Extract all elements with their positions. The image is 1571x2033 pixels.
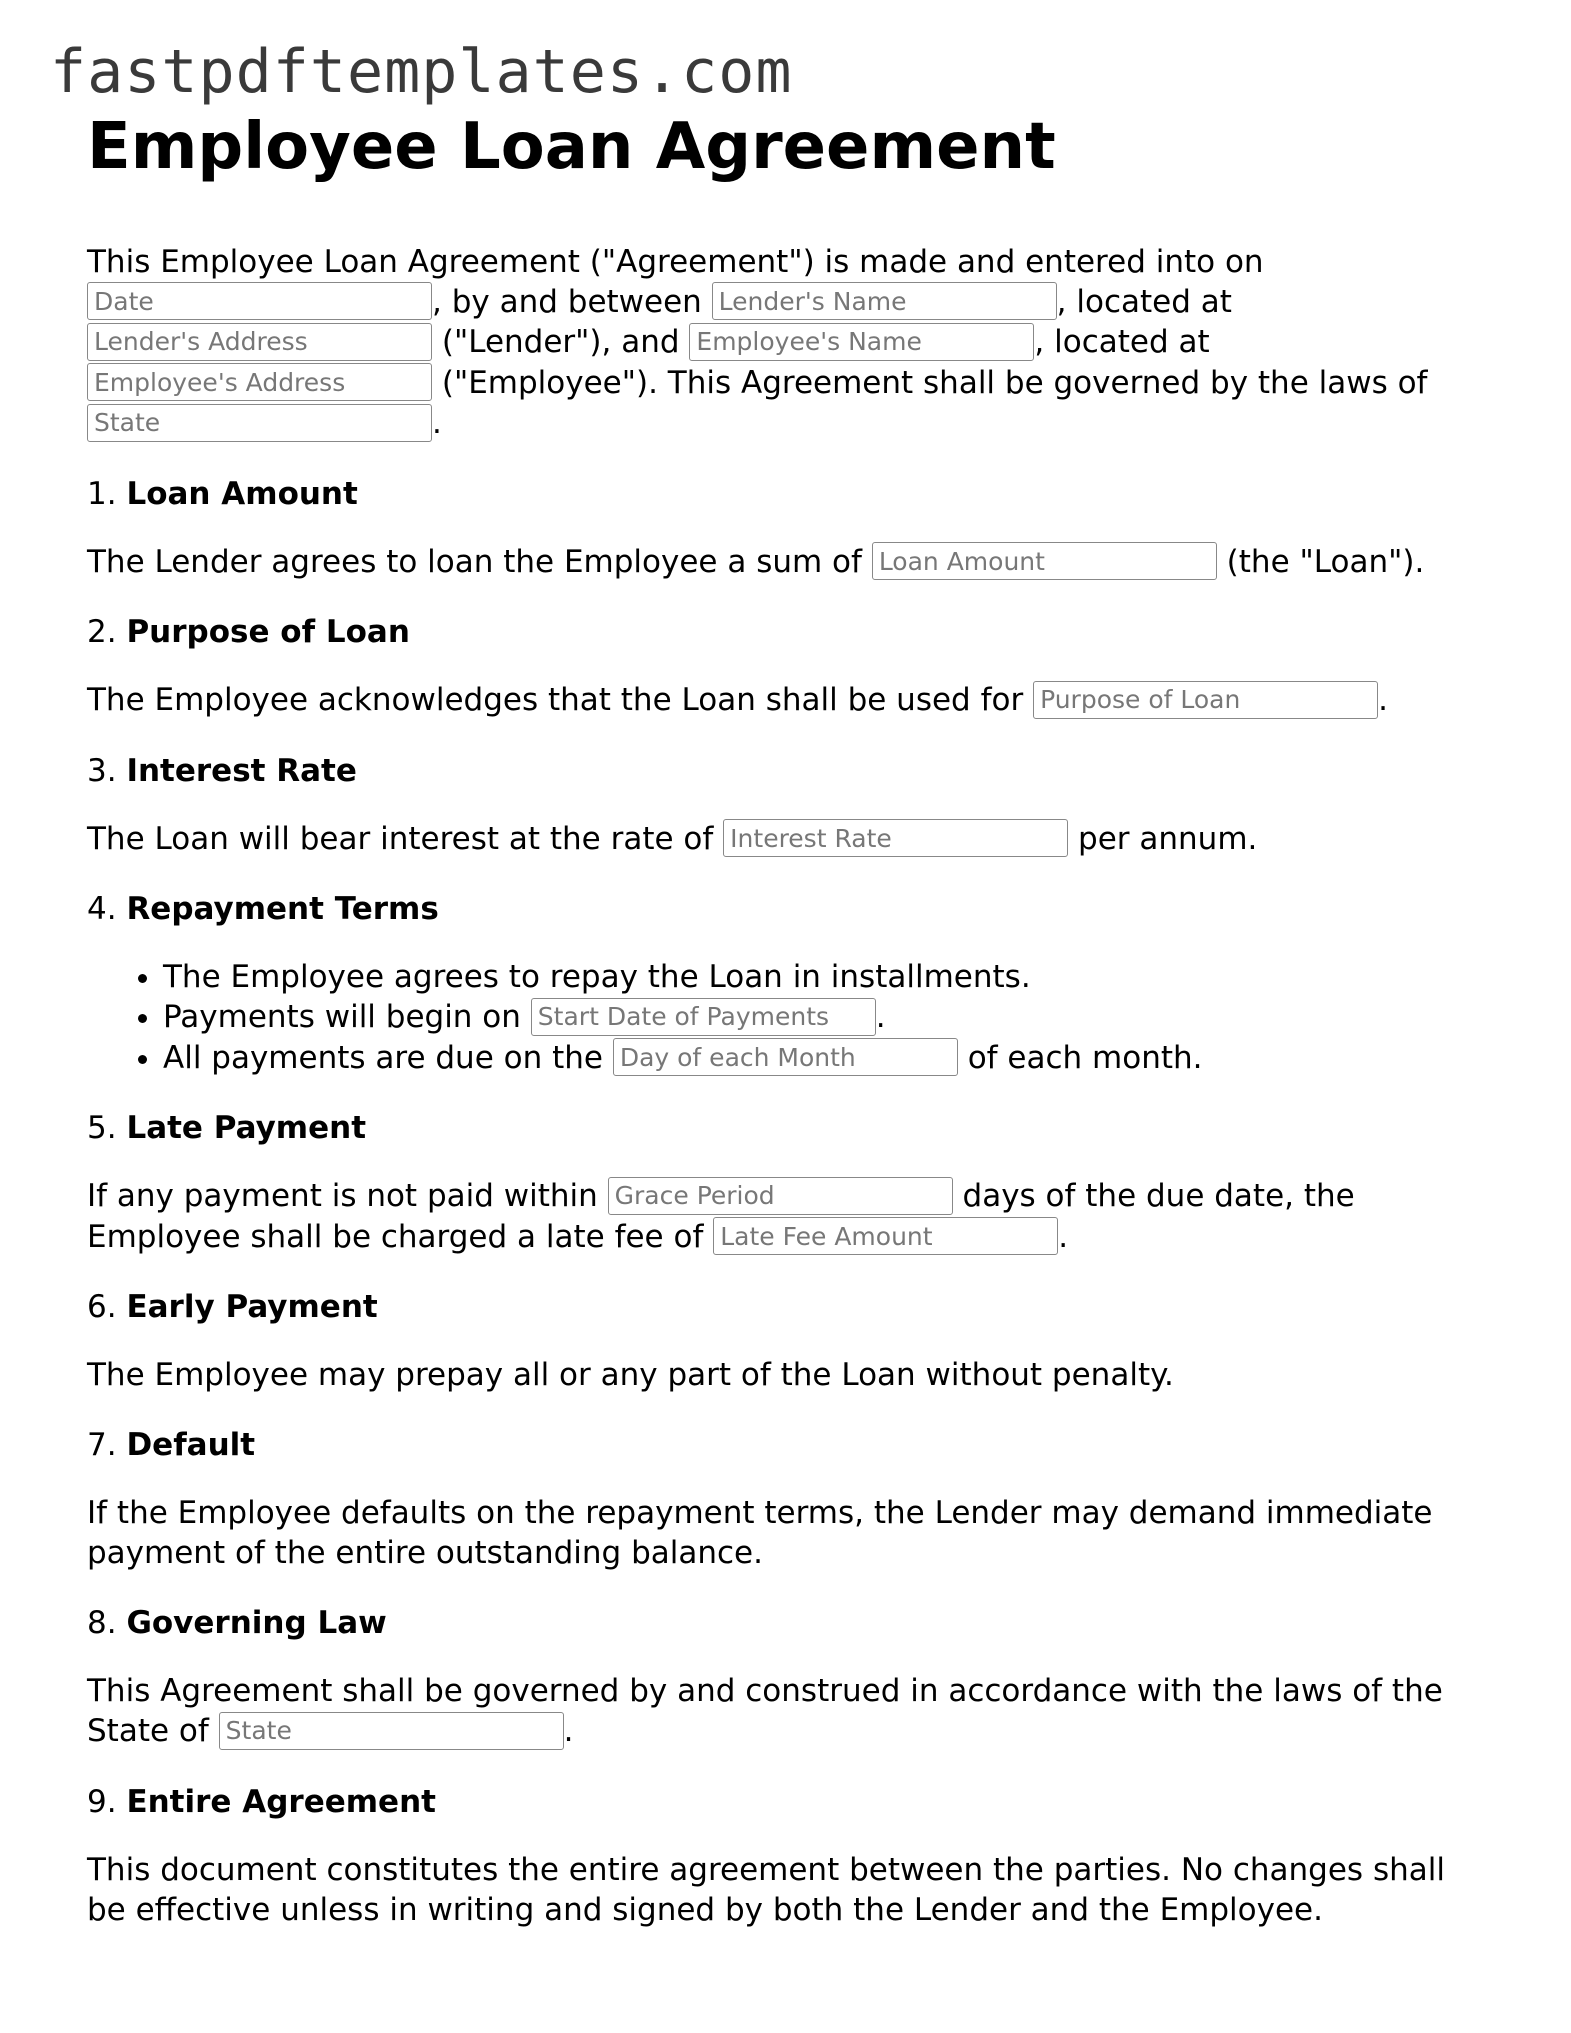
intro-text: This Employee Loan Agreement ("Agreement") is made and entered into on [87, 243, 1264, 280]
section-body-interest-rate [87, 819, 1487, 860]
list-item [163, 957, 1487, 997]
date-field[interactable] [87, 282, 432, 320]
section-heading-default: 7. Default [87, 1427, 256, 1464]
section-text: The Lender agrees to loan the Employee a sum of [87, 543, 862, 580]
section-body-entire-agreement: This document constitutes the entire agreement between the parties. No changes shall be effective unless in writing and signed by both the Lender and the Employee. [87, 1851, 1445, 1928]
intro-text: , by and between [432, 283, 702, 320]
intro-text: , located at [1056, 283, 1232, 320]
intro-text: ("Employee"). This Agreement shall be governed by the laws of [441, 364, 1428, 401]
intro-text: ("Lender"), and [441, 324, 680, 361]
section-text: days of the due date, the Employee shall be charged a late fee of [87, 1178, 1355, 1255]
section-text: The Employee acknowledges that the Loan shall be used for [87, 682, 1024, 719]
section-text: . [563, 1713, 574, 1750]
list-item [163, 1038, 1487, 1079]
interest-rate-field[interactable] [723, 819, 1068, 857]
section-text: (the "Loan"). [1226, 543, 1425, 580]
section-text: If any payment is not paid within [87, 1178, 598, 1215]
section-body-purpose [87, 680, 1487, 721]
section-text: . [875, 999, 886, 1036]
section-text: The Employee agrees to repay the Loan in installments. [163, 959, 1031, 996]
section-heading-late-payment: 5. Late Payment [87, 1110, 367, 1147]
day-of-month-field[interactable] [613, 1038, 958, 1076]
lender-name-field[interactable] [712, 282, 1057, 320]
start-date-of-payments-field[interactable] [531, 998, 876, 1036]
section-body-default: If the Employee defaults on the repayment terms, the Lender may demand immediate payment of the entire outstanding balance. [87, 1495, 1433, 1572]
site-watermark: fastpdftemplates.com [50, 37, 793, 107]
section-heading-purpose: 2. Purpose of Loan [87, 614, 410, 651]
list-item [163, 997, 1487, 1038]
section-text: Payments will begin on [163, 999, 521, 1036]
section-text: The Loan will bear interest at the rate of [87, 820, 714, 857]
section-body-early-payment: The Employee may prepay all or any part of the Loan without penalty. [87, 1357, 1174, 1394]
section-heading-governing-law: 8. Governing Law [87, 1605, 387, 1642]
employee-address-field[interactable] [87, 363, 432, 401]
page-title: Employee Loan Agreement [87, 110, 1056, 184]
section-text: of each month. [967, 1039, 1203, 1076]
late-fee-amount-field[interactable] [713, 1217, 1058, 1255]
section-heading-entire-agreement: 9. Entire Agreement [87, 1783, 436, 1820]
section-heading-repayment-terms: 4. Repayment Terms [87, 891, 439, 928]
section-text: This Agreement shall be governed by and construed in accordance with the laws of the State of [87, 1673, 1443, 1750]
agreement-document [87, 112, 1487, 1930]
intro-paragraph [87, 242, 1487, 444]
lender-address-field[interactable] [87, 323, 432, 361]
employee-name-field[interactable] [689, 323, 1034, 361]
section-body-governing-law [87, 1671, 1487, 1752]
purpose-of-loan-field[interactable] [1033, 681, 1378, 719]
grace-period-field[interactable] [608, 1177, 953, 1215]
section-text: . [1378, 682, 1388, 719]
section-body-late-payment [87, 1176, 1487, 1257]
section-heading-interest-rate: 3. Interest Rate [87, 752, 357, 789]
loan-amount-field[interactable] [872, 542, 1217, 580]
section-heading-loan-amount: 1. Loan Amount [87, 475, 358, 512]
repayment-terms-list [87, 957, 1487, 1078]
governing-state-field[interactable] [219, 1712, 564, 1750]
section-heading-early-payment: 6. Early Payment [87, 1289, 378, 1326]
intro-text: . [432, 405, 442, 442]
state-field[interactable] [87, 404, 432, 442]
intro-text: , located at [1034, 324, 1210, 361]
section-text: . [1058, 1218, 1069, 1255]
section-text: All payments are due on the [163, 1039, 603, 1076]
section-text: per annum. [1078, 820, 1258, 857]
section-body-loan-amount [87, 542, 1487, 583]
